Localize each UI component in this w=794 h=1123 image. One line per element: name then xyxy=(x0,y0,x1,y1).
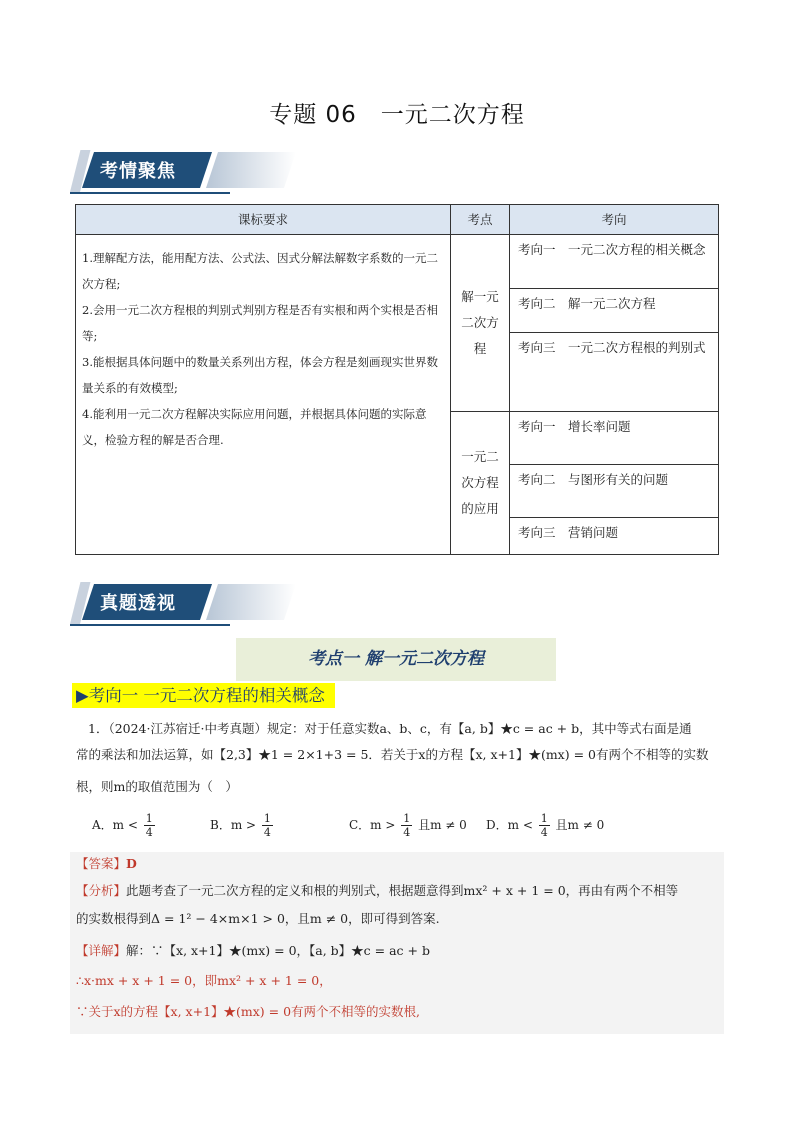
kaoxiang-cell: 考向二 与图形有关的问题 xyxy=(510,465,719,518)
requirement-item: 3.能根据具体问题中的数量关系列出方程，体会方程是刻画现实世界数量关系的有效模型; xyxy=(82,355,438,395)
detail-line3: ∵关于x的方程【x, x+1】★(mx) = 0有两个不相等的实数根, xyxy=(76,1004,421,1019)
banner-label: 真题透视 xyxy=(100,593,176,614)
kaodian-cell: 一元二次方程的应用 xyxy=(451,412,510,555)
kaodian-heading-text: 考点一 解一元二次方程 xyxy=(308,649,484,669)
table-header: 课标要求 xyxy=(76,205,451,235)
question-text: 规定：对于任意实数a、b、c，有【a, b】★c = ac + b，其中等式右面是通 xyxy=(266,721,692,736)
section-banner-kaoqing xyxy=(70,150,230,192)
detail-text: 解：∵【x, x+1】★(mx) = 0，【a, b】★c = ac + b xyxy=(126,943,430,958)
answer-line xyxy=(76,853,137,875)
requirement-item: 1.理解配方法，能用配方法、公式法、因式分解法解数字系数的一元二次方程; xyxy=(82,251,438,291)
option-b[interactable] xyxy=(210,812,275,839)
fraction: $\frac{1}{4}$ xyxy=(263,812,271,839)
question-line2: 常的乘法和加法运算，如【2,3】★1 = 2×1+3 = 5．若关于x的方程【x, x+1】★(mx) = 0有两个不相等的实数 xyxy=(76,747,709,762)
question-line1 xyxy=(88,716,728,742)
kaodian-cell: 解一元二次方程 xyxy=(451,235,510,412)
kaodian-heading xyxy=(236,638,556,681)
question-number: 1． xyxy=(88,721,109,736)
answer-tag: 【答案】 xyxy=(76,856,127,871)
fraction: $\frac{1}{4}$ xyxy=(403,812,411,839)
option-label: A．m < xyxy=(92,818,138,832)
banner-label: 考情聚焦 xyxy=(100,161,176,182)
detail-line2: ∴x·mx + x + 1 = 0，即mx² + x + 1 = 0， xyxy=(76,973,332,988)
requirement-item: 4.能利用一元二次方程解决实际应用问题，并根据具体问题的实际意义，检验方程的解是否合理. xyxy=(82,407,427,447)
analysis-text: 此题考查了一元二次方程的定义和根的判别式，根据题意得到mx² + x + 1 = 0，再由有两个不相等 xyxy=(126,883,679,898)
kaoxiang-cell: 考向一 增长率问题 xyxy=(510,412,719,465)
requirements-table xyxy=(75,204,719,555)
option-d[interactable] xyxy=(486,812,604,839)
analysis-tag: 【分析】 xyxy=(76,883,127,898)
requirement-item: 2.会用一元二次方程根的判别式判别方程是否有实根和两个实根是否相等; xyxy=(82,303,438,343)
analysis-line2: 的实数根得到Δ = 1² − 4×m×1 > 0，且m ≠ 0，即可得到答案. xyxy=(76,911,440,926)
section-banner-zhenti xyxy=(70,582,230,624)
option-label: B．m > xyxy=(210,818,257,832)
kaoxiang-cell: 考向一 一元二次方程的相关概念 xyxy=(510,235,719,289)
detail-line1 xyxy=(76,940,726,962)
detail-tag: 【详解】 xyxy=(76,943,127,958)
question-line3: 根，则m的取值范围为（ ） xyxy=(76,779,238,794)
option-label: D．m < xyxy=(486,818,533,832)
table-header: 考向 xyxy=(510,205,719,235)
kaoxiang-cell: 考向三 一元二次方程根的判别式 xyxy=(510,333,719,412)
table-header: 考点 xyxy=(451,205,510,235)
question-source: （2024·江苏宿迁·中考真题） xyxy=(108,721,267,736)
kaoxiang-cell: 考向二 解一元二次方程 xyxy=(510,289,719,333)
fraction: $\frac{1}{4}$ xyxy=(540,812,548,839)
fraction: $\frac{1}{4}$ xyxy=(145,812,153,839)
direction-heading: ▶考向一 一元二次方程的相关概念 xyxy=(72,683,335,708)
option-tail: 且m ≠ 0 xyxy=(418,818,467,832)
option-label: C．m > xyxy=(349,818,396,832)
answer-value: D xyxy=(126,856,137,871)
option-c[interactable] xyxy=(349,812,467,839)
page-title: 专题 06 一元二次方程 xyxy=(269,102,525,128)
requirements-cell xyxy=(76,235,451,555)
kaoxiang-cell: 考向三 营销问题 xyxy=(510,518,719,555)
option-tail: 且m ≠ 0 xyxy=(555,818,605,832)
option-a[interactable] xyxy=(92,812,157,839)
analysis-line1 xyxy=(76,880,726,902)
